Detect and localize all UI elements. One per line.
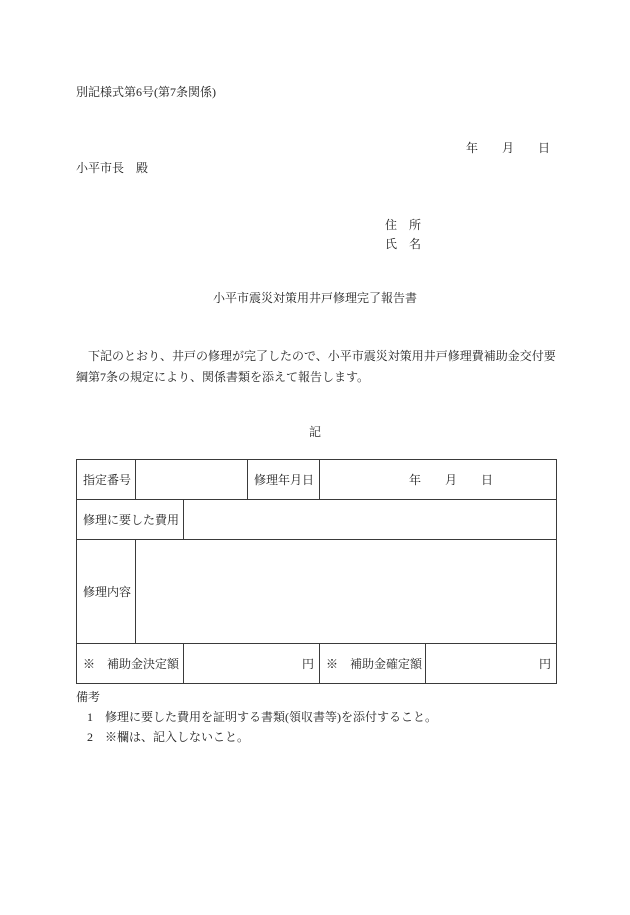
repair-content-label: 修理内容 <box>77 540 136 644</box>
table-row <box>77 460 557 500</box>
repair-date-label: 修理年月日 <box>248 460 320 500</box>
note-item: 1 修理に要した費用を証明する書類(領収書等)を添付すること。 <box>87 710 437 724</box>
subsidy-decided-label: ※ 補助金決定額 <box>77 644 184 684</box>
table-row <box>77 540 557 644</box>
submission-date: 年 月 日 <box>466 141 551 155</box>
designation-number-label: 指定番号 <box>77 460 136 500</box>
subsidy-confirmed-field: 円 <box>426 644 557 684</box>
note-item: 2 ※欄は、記入しないこと。 <box>87 730 250 744</box>
table-row <box>77 644 557 684</box>
applicant-address-label: 住 所 <box>385 218 422 232</box>
table-row <box>77 500 557 540</box>
body-text-line: 下記のとおり、井戸の修理が完了したので、小平市震災対策用井戸修理費補助金交付要 <box>76 349 556 363</box>
body-text-line: 綱第7条の規定により、関係書類を添えて報告します。 <box>76 370 370 384</box>
repair-content-field <box>136 540 557 644</box>
document-title: 小平市震災対策用井戸修理完了報告書 <box>212 291 417 305</box>
designation-number-field <box>136 460 248 500</box>
ki-heading: 記 <box>308 425 321 439</box>
applicant-name-label: 氏 名 <box>385 237 422 251</box>
report-table <box>76 459 557 684</box>
subsidy-confirmed-label: ※ 補助金確定額 <box>320 644 426 684</box>
form-number: 別記様式第6号(第7条関係) <box>76 85 216 99</box>
notes-heading: 備考 <box>76 690 101 704</box>
repair-date-field: 年 月 日 <box>320 460 557 500</box>
repair-cost-field <box>184 500 557 540</box>
repair-cost-label: 修理に要した費用 <box>77 500 184 540</box>
subsidy-decided-field: 円 <box>184 644 320 684</box>
addressee: 小平市長 殿 <box>76 161 149 175</box>
